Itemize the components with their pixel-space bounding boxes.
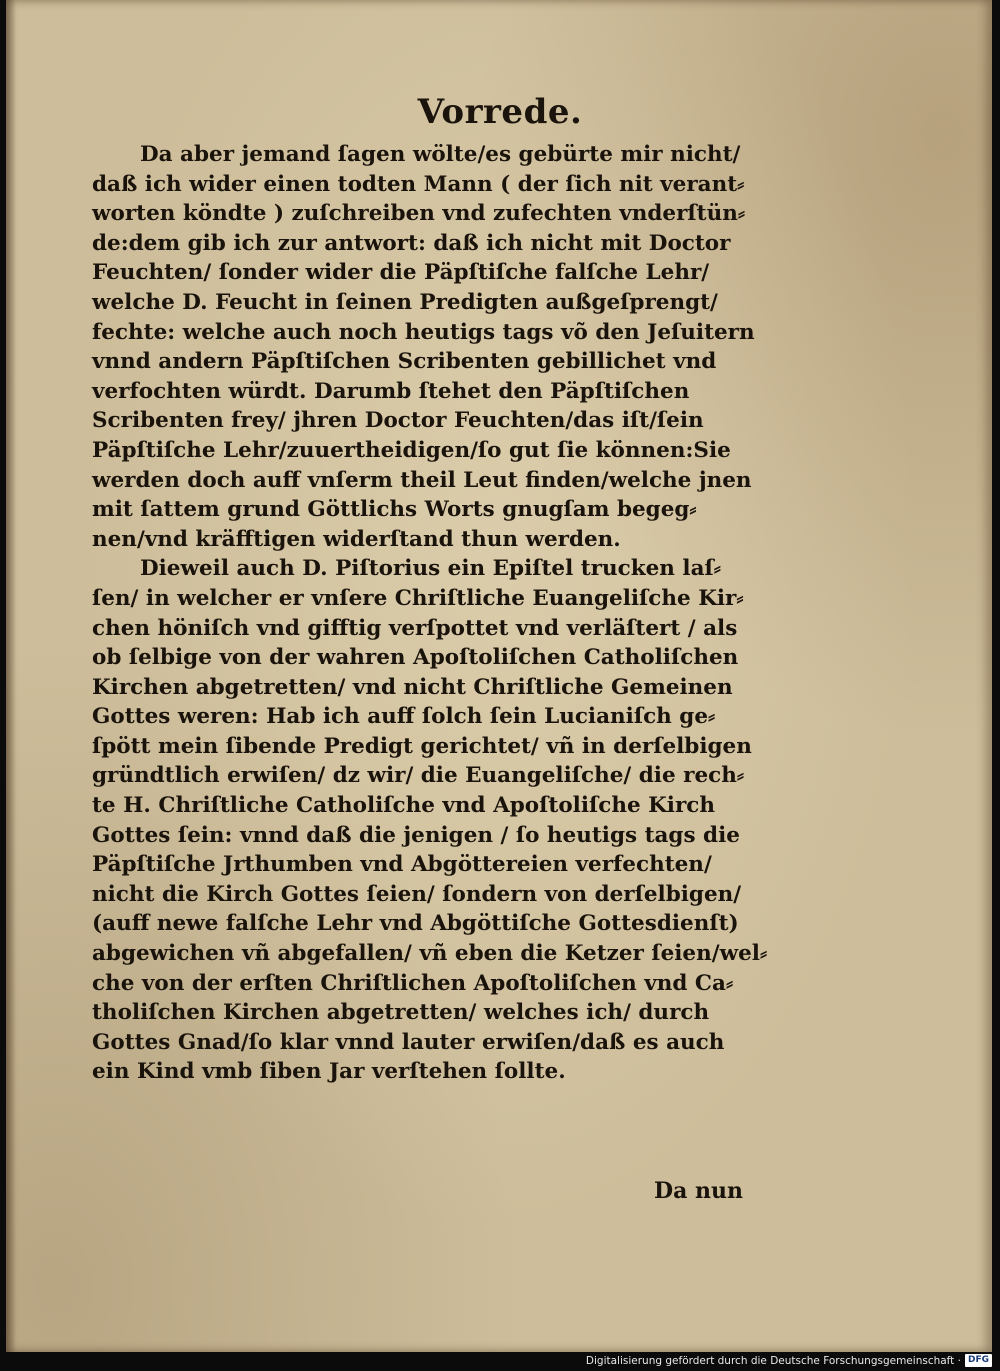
text-line: gründtlich erwiſen/ dz wir/ die Euangeliſche/ die rech⸗ xyxy=(92,763,745,789)
text-line: Feuchten/ ſonder wider die Päpſtiſche falſche Lehr/ xyxy=(92,260,710,286)
text-line: ob ſelbige von der wahren Apoſtoliſchen Catholiſchen xyxy=(92,645,739,671)
text-line: Scribenten frey/ jhren Doctor Feuchten/das iſt/ſein xyxy=(92,408,704,434)
running-head: Vorrede. xyxy=(417,92,583,132)
text-line: ſpött mein ſibende Predigt gerichtet/ vñ in derſelbigen xyxy=(92,733,752,759)
text-line: tholiſchen Kirchen abgetretten/ welches ich/ durch xyxy=(92,1000,710,1026)
text-line: de:dem gib ich zur antwort: daß ich nicht mit Doctor xyxy=(92,230,731,256)
text-line: abgewichen vñ abgefallen/ vñ eben die Ketzer ſeien/wel⸗ xyxy=(92,941,768,967)
text-line: nicht die Kirch Gottes ſeien/ ſondern von derſelbigen/ xyxy=(92,881,742,907)
text-line: fechte: welche auch noch heutigs tags võ den Jeſuitern xyxy=(92,319,755,345)
text-line: Da aber jemand ſagen wölte/es gebürte mir nicht/ xyxy=(140,142,741,167)
text-line: daß ich wider einen todten Mann ( der ſich nit verant⸗ xyxy=(92,171,745,197)
text-line: verfochten würdt. Darumb ſtehet den Päpſtiſchen xyxy=(92,378,690,404)
catchword: Da nun xyxy=(654,1178,743,1204)
text-line: ein Kind vmb ſiben Jar verſtehen ſollte. xyxy=(92,1059,566,1085)
footer-credit xyxy=(586,1354,992,1367)
body-text xyxy=(92,140,792,1087)
text-line: (auff newe falſche Lehr vnd Abgöttiſche Gottesdienſt) xyxy=(92,911,739,937)
text-line: mit ſattem grund Göttlichs Worts gnugſam begeg⸗ xyxy=(92,497,697,523)
text-line: Dieweil auch D. Piſtorius ein Epiſtel trucken laſ⸗ xyxy=(140,556,721,582)
text-line: Gottes Gnad/ſo klar vnnd lauter erwiſen/daß es auch xyxy=(92,1029,725,1055)
text-line: nen/vnd kräfftigen widerſtand thun werden. xyxy=(92,526,621,552)
dfg-logo-icon: DFG xyxy=(965,1354,992,1367)
text-line: welche D. Feucht in ſeinen Predigten außgeſprengt/ xyxy=(92,289,718,315)
footer-credit-text: Digitalisierung gefördert durch die Deutsche Forschungsgemeinschaft · xyxy=(585,1354,961,1367)
text-line: vnnd andern Päpſtiſchen Scribenten gebillichet vnd xyxy=(92,349,717,375)
text-line: Gottes weren: Hab ich auff ſolch ſein Lucianiſch ge⸗ xyxy=(92,704,716,730)
text-line: Gottes ſein: vnnd daß die jenigen / ſo heutigs tags die xyxy=(92,822,740,848)
text-line: werden doch auff vnſerm theil Leut finden/welche jnen xyxy=(92,467,752,493)
page-gutter-shadow xyxy=(6,0,16,1352)
text-line: Päpſtiſche Jrthumben vnd Abgöttereien verfechten/ xyxy=(92,852,712,878)
text-line: chen höniſch vnd gifftig verſpottet vnd verläſtert / als xyxy=(92,615,738,641)
text-line: te H. Chriſtliche Catholiſche vnd Apoſtoliſche Kirch xyxy=(92,793,716,819)
text-line: ſen/ in welcher er vnſere Chriſtliche Euangeliſche Kir⸗ xyxy=(92,585,744,611)
text-line: che von der erſten Chriſtlichen Apoſtoliſchen vnd Ca⸗ xyxy=(92,970,734,996)
text-line: Päpſtiſche Lehr/zuuertheidigen/ſo gut ſie können:Sie xyxy=(92,437,731,463)
text-line: worten köndte ) zuſchreiben vnd zufechten vnderſtün⸗ xyxy=(92,201,745,227)
text-line: Kirchen abgetretten/ vnd nicht Chriſtliche Gemeinen xyxy=(92,674,733,700)
